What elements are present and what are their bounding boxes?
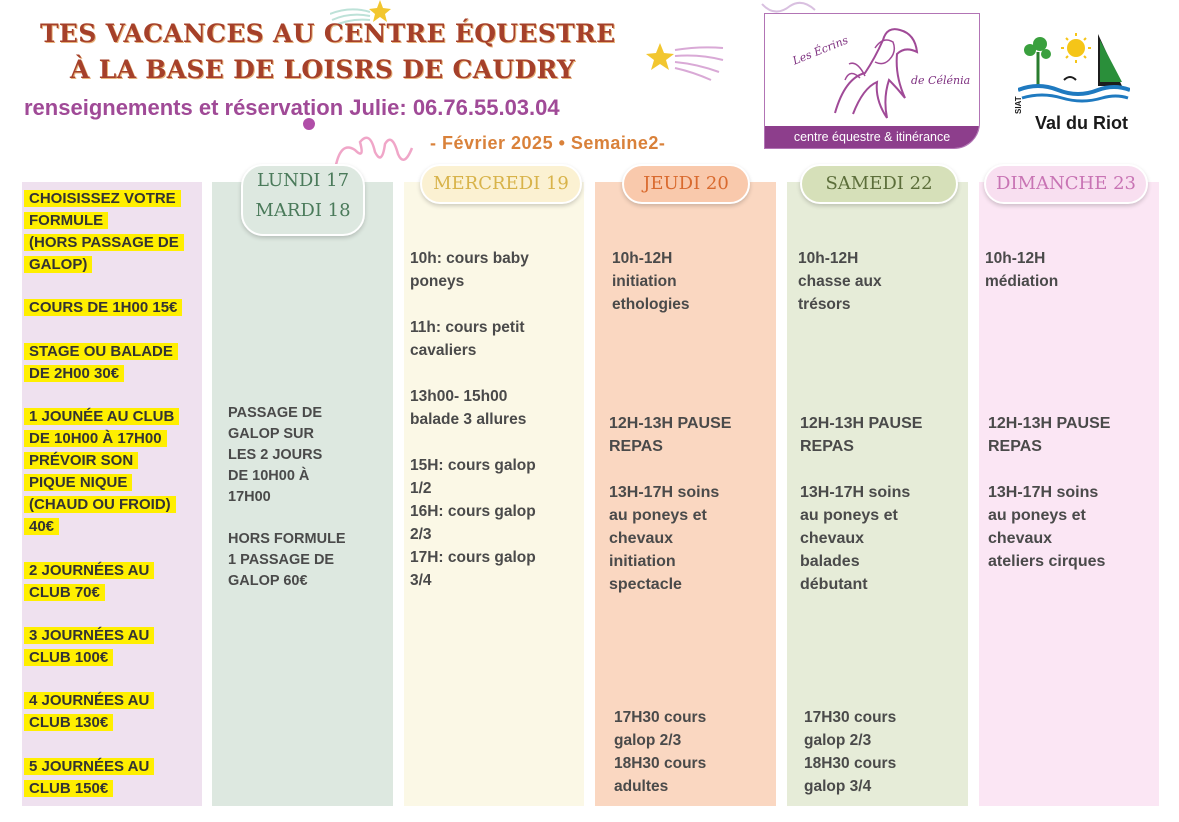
ecrins-name-line2: de Célénia bbox=[911, 74, 971, 87]
formula-journee-text: 1 JOUNÉE AU CLUB DE 10H00 À 17H00 PRÉVOIR SON PIQUE NIQUE (CHAUD OU FROID) 40€ bbox=[24, 408, 179, 535]
day-label-lundi: LUNDI 17 bbox=[256, 170, 350, 191]
val-du-riot-prefix: SIAT bbox=[1014, 96, 1023, 114]
day-label-mercredi bbox=[420, 164, 582, 204]
formula-cours-text: COURS DE 1H00 15€ bbox=[24, 299, 182, 316]
formula-journee bbox=[24, 406, 208, 538]
day-label-samedi bbox=[800, 164, 958, 204]
samedi-text-afternoon: 12H-13H PAUSE REPAS 13H-17H soins au poneys et chevaux balades débutant bbox=[800, 415, 923, 593]
day-label-jeudi-text: JEUDI 20 bbox=[643, 173, 729, 194]
day-label-mercredi-text: MERCREDI 19 bbox=[433, 173, 569, 194]
formula-stage-text: STAGE OU BALADE DE 2H00 30€ bbox=[24, 343, 178, 382]
page-title-line2: À LA BASE DE LOISRS DE CAUDRY bbox=[70, 55, 575, 84]
val-du-riot-name: Val du Riot bbox=[1035, 113, 1129, 133]
dimanche-text-morning: 10h-12H médiation bbox=[985, 250, 1059, 290]
formula-4-journees bbox=[24, 690, 208, 734]
day-label-samedi-text: SAMEDI 22 bbox=[825, 173, 933, 194]
formula-intro bbox=[24, 188, 208, 276]
dimanche-text-afternoon: 12H-13H PAUSE REPAS 13H-17H soins au poneys et chevaux ateliers cirques bbox=[988, 415, 1111, 570]
formula-5-journees bbox=[24, 756, 208, 800]
formula-cours bbox=[24, 297, 208, 319]
page-title-line1: TES VACANCES AU CENTRE ÉQUESTRE bbox=[40, 19, 616, 48]
jeudi-text-evening: 17H30 cours galop 2/3 18H30 cours adultes bbox=[614, 709, 707, 795]
jeudi-text-afternoon: 12H-13H PAUSE REPAS 13H-17H soins au poneys et chevaux initiation spectacle bbox=[609, 415, 732, 593]
day-label-lundi-mardi bbox=[241, 164, 365, 236]
ecrins-logo bbox=[764, 13, 980, 149]
formula-2-journees-text: 2 JOURNÉES AU CLUB 70€ bbox=[24, 562, 154, 601]
day-label-jeudi bbox=[622, 164, 750, 204]
period-dates: - Février 2025 • Semaine2- bbox=[430, 133, 666, 153]
horse-rider-icon bbox=[805, 18, 925, 122]
formula-intro-text: CHOISISSEZ VOTRE FORMULE (HORS PASSAGE DE GALOP) bbox=[24, 190, 184, 273]
mercredi-text: 10h: cours baby poneys 11h: cours petit cavaliers 13h00- 15h00 balade 3 allures 15H: cours galop 1/2 16H: cours galop 2/3 17H: cours galop 3/4 bbox=[410, 250, 536, 589]
lundi-mardi-text: PASSAGE DE GALOP SUR LES 2 JOURS DE 10H00 À 17H00 HORS FORMULE 1 PASSAGE DE GALOP 60€ bbox=[228, 405, 346, 589]
val-du-riot-logo-icon bbox=[1018, 30, 1130, 108]
star-decoration-right bbox=[645, 40, 725, 85]
samedi-text-morning: 10h-12H chasse aux trésors bbox=[798, 250, 882, 313]
formula-stage bbox=[24, 341, 208, 385]
samedi-text-evening: 17H30 cours galop 2/3 18H30 cours galop 3/4 bbox=[804, 709, 897, 795]
ecrins-tagline: centre équestre & itinérance bbox=[765, 126, 979, 148]
formula-2-journees bbox=[24, 560, 208, 604]
contact-info: renseignements et réservation Julie: 06.76.55.03.04 bbox=[24, 95, 560, 120]
day-label-dimanche bbox=[984, 164, 1148, 204]
jeudi-text-morning: 10h-12H initiation ethologies bbox=[612, 250, 690, 313]
ecrins-name-line1: Les Écrins bbox=[790, 33, 850, 68]
formula-4-journees-text: 4 JOURNÉES AU CLUB 130€ bbox=[24, 692, 154, 731]
day-label-dimanche-text: DIMANCHE 23 bbox=[996, 173, 1136, 194]
day-label-mardi: MARDI 18 bbox=[255, 200, 351, 221]
formula-5-journees-text: 5 JOURNÉES AU CLUB 150€ bbox=[24, 758, 154, 797]
formula-3-journees bbox=[24, 625, 208, 669]
formula-3-journees-text: 3 JOURNÉES AU CLUB 100€ bbox=[24, 627, 154, 666]
